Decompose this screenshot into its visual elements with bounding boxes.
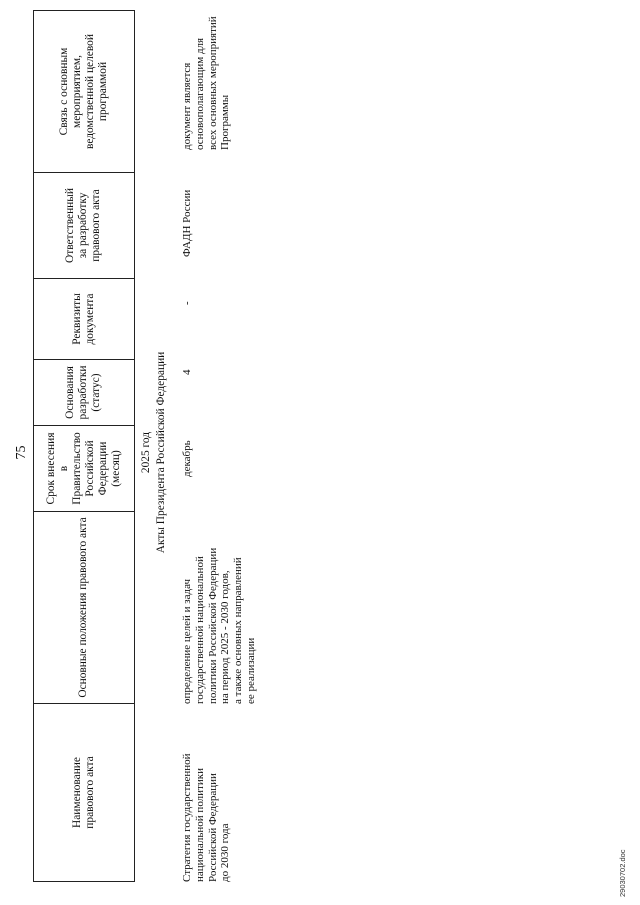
header-deadline: Срок внесения в Правительство Российской Федерации (месяц) [33, 426, 134, 512]
header-act-name: Наименование правового акта [33, 704, 134, 882]
header-provisions: Основные положения правового акта [33, 512, 134, 704]
header-requisites: Реквизиты документа [33, 279, 134, 360]
page-number: 75 [14, 445, 29, 460]
row-provisions: определение целей и задач государственной национальной политики Российской Федерации на период 2025 - 2030 годов, а также основных направлений ее реализации [181, 547, 257, 704]
row-responsible: ФАДН России [181, 189, 193, 257]
row-program-link: документ является основополагающим для всех основных мероприятий Программы [181, 16, 232, 150]
table-header-bottom-rule [134, 10, 135, 882]
row-deadline: декабрь [181, 440, 193, 477]
section-label: Акты Президента Российской Федерации [155, 351, 167, 554]
row-requisites: - [181, 301, 193, 305]
header-basis: Основания разработки (статус) [33, 360, 134, 426]
year-label: 2025 год [140, 431, 152, 474]
header-responsible: Ответственный за разработку правового акта [33, 173, 134, 279]
row-act-name: Стратегия государственной национальной политики Российской Федерации до 2030 года [181, 753, 232, 882]
header-program-link: Связь с основным мероприятием, ведомственной целевой программой [33, 10, 134, 173]
document-code: 29030702.doc [618, 849, 627, 897]
row-basis: 4 [181, 369, 193, 375]
